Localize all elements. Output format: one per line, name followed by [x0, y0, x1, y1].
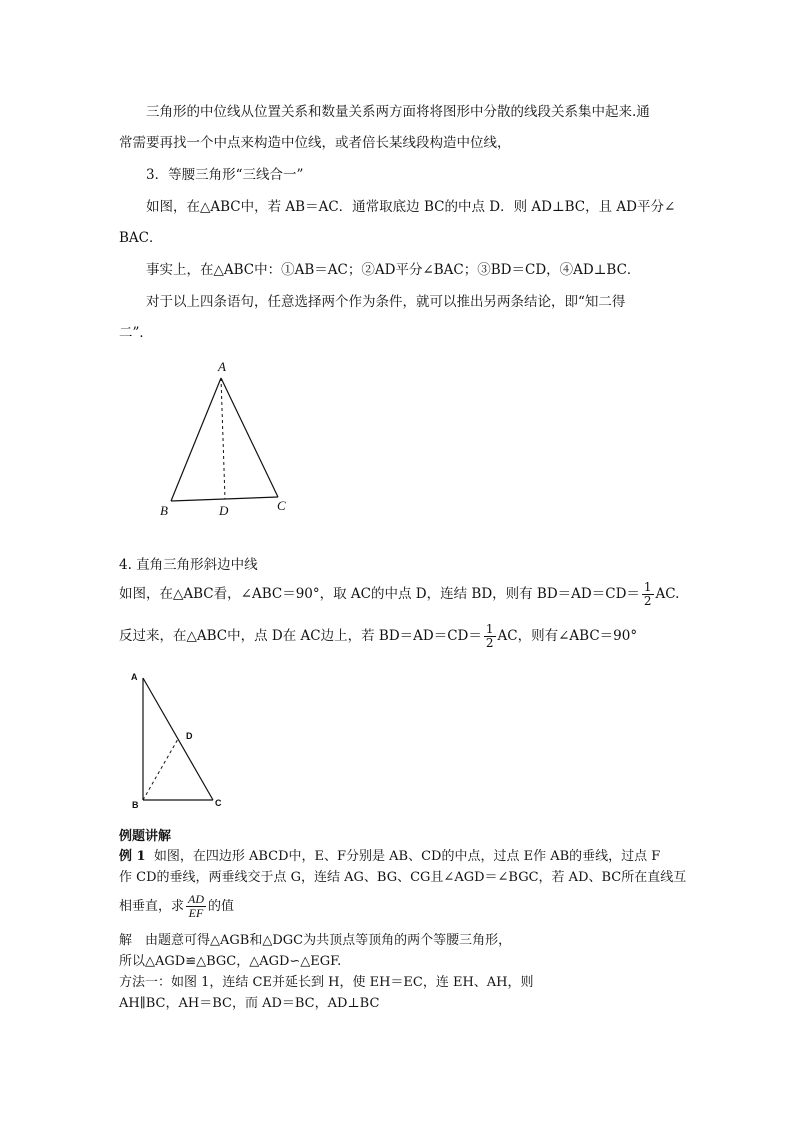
fraction-denominator: 2: [643, 594, 652, 608]
fraction-denominator: EF: [188, 906, 204, 920]
fraction-denominator: 2: [485, 636, 494, 650]
fraction-numerator: 1: [643, 580, 652, 594]
solution-line-2: 所以△AGD≌△BGC，△AGD∽△EGF.: [119, 954, 342, 969]
example-1-line-1: [119, 848, 660, 866]
vertex-label-b: B: [160, 503, 168, 518]
solution-line-4: AH∥BC，AH＝BC，而 AD＝BC，AD⊥BC: [119, 996, 380, 1011]
fraction-ad-over-ef: [186, 893, 206, 920]
isosceles-heading: 3．等腰三角形“三线合一”: [146, 167, 304, 183]
solution-line-1: 解 由题意可得△AGB和△DGC为共顶点等顶角的两个等腰三角形，: [119, 933, 512, 948]
example-1-line-3-text: 相垂直，求: [119, 899, 185, 914]
example-1-line-2: 作 CD的垂线，两垂线交于点 G，连结 AG、BG、CG且∠AGD＝∠BGC，若 AD、BC所在直线互: [119, 870, 687, 885]
examples-heading: 例题讲解: [119, 829, 172, 844]
solution-line-3: 方法一：如图 1，连结 CE并延长到 H，使 EH＝EC，连 EH、AH，则: [119, 975, 534, 990]
right-triangle-p1-text: 如图，在△ABC看，∠ABC＝90°，取 AC的中点 D，连结 BD，则有 BD＝AD＝CD＝: [119, 586, 640, 602]
fraction-numerator: AD: [188, 892, 205, 906]
midline-text-line-2: 常需要再找一个中点来构造中位线，或者倍长某线段构造中位线，: [119, 135, 511, 151]
isosceles-paragraph-1-line-2: BAC．: [119, 230, 163, 246]
right-triangle-p1-tail: AC.: [655, 586, 680, 602]
isosceles-paragraph-2: 事实上，在△ABC中：①AB＝AC；②AD平分∠BAC；③BD＝CD，④AD⊥BC．: [146, 262, 641, 278]
fraction-numerator: 1: [485, 622, 494, 636]
vertex-label-c: C: [215, 798, 222, 808]
vertex-label-a: A: [218, 359, 226, 374]
isosceles-paragraph-1-line-1: 如图，在△ABC中，若 AB＝AC．通常取底边 BC的中点 D．则 AD⊥BC，且 AD平分∠: [146, 199, 676, 215]
vertex-label-c: C: [277, 498, 286, 513]
example-1-line-1-text: 如图，在四边形 ABCD中，E、F分别是 AB、CD的中点，过点 E作 AB的垂线，过点 F: [153, 849, 661, 864]
vertex-label-b: B: [132, 800, 139, 810]
median-bd-dashed: [143, 739, 178, 800]
vertex-label-a: A: [131, 672, 138, 682]
right-triangle-p2-tail: AC，则有∠ABC＝90°: [497, 628, 638, 644]
right-triangle-heading: 4. 直角三角形斜边中线: [119, 557, 258, 573]
midline-text-line-1: 三角形的中位线从位置关系和数量关系两方面将将图形中分散的线段关系集中起来.通: [146, 104, 650, 120]
example-1-line-3-tail: 的值: [208, 899, 235, 914]
example-1-label: 例 1: [119, 849, 146, 864]
point-label-d: D: [219, 503, 229, 518]
point-label-d: D: [186, 731, 193, 741]
right-triangle-p2-text: 反过来，在△ABC中，点 D在 AC边上，若 BD＝AD＝CD＝: [119, 628, 482, 644]
isosceles-paragraph-3-line-1: 对于以上四条语句，任意选择两个作为条件，就可以推出另两条结论，即“知二得: [146, 294, 626, 310]
isosceles-paragraph-3-line-2: 二”．: [119, 325, 153, 341]
example-1-line-3: [119, 891, 234, 923]
